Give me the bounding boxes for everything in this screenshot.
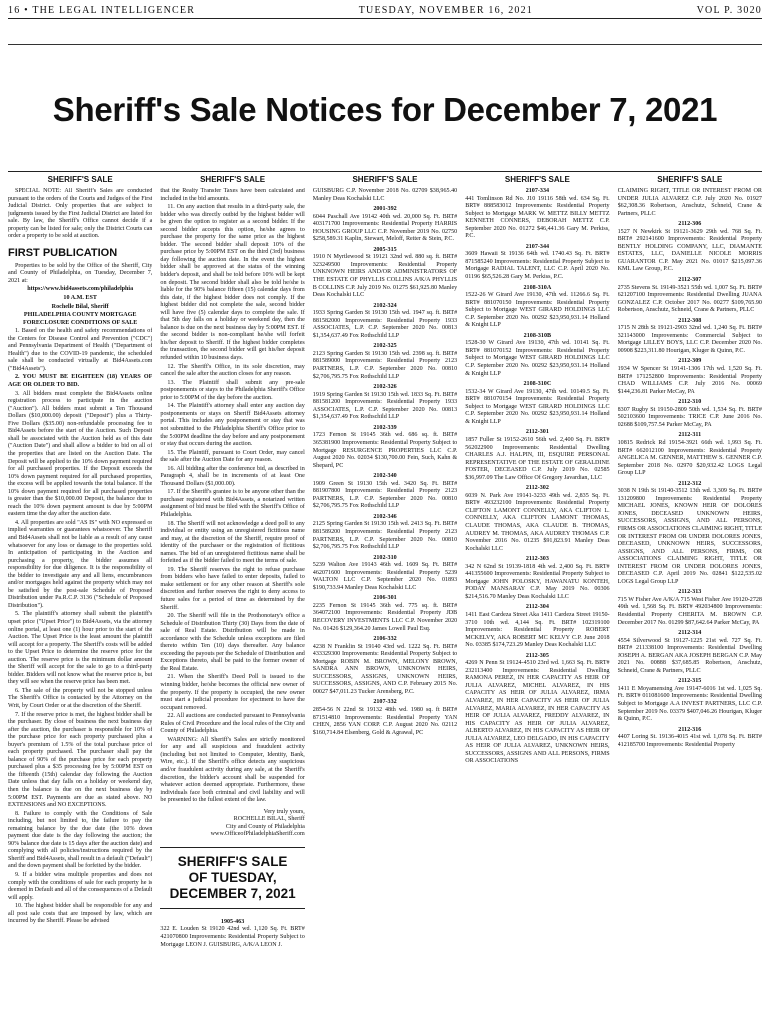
sale-entry-number: 2112-303	[525, 556, 549, 563]
condition-item: 3. All bidders must complete the Bid4Assets online registration process to participate in the auction ("Auction"). All bidders must submit a Ten Thousand Dollars ($10,000.00) deposit ("Deposit") plus a Thirty-Five Dollars ($35.00) non-refundable processing fee to Bid4Assets before the start of the Auction. Such Deposit shall be associated with the Auction held as of this date ("Auction Date") and shall allow a bidder to bid on all of the properties that are listed on the Auction Date. The Deposit will be applied to the 10% down payment required for all purchased properties. If the Deposit exceeds the 10% down payment required for all purchased properties, the excess will be applied towards the total balance. If the 10% down payment required for all purchased properties is greater than the $10,000.00 Deposit, the balance due to reach the 10% down payment amount is due by 5:00PM eastern time the day after the auction date.	[8, 390, 153, 518]
sale-entry-number: 2112-312	[678, 480, 702, 487]
sale-entry-number: 2112-308	[678, 317, 702, 324]
sale-entry-text: 5239 Walton Ave 19143 46th wd. 1609 Sq. Ft. BRT# 462071600 Improvements: Residential Property 5239 WALTON LLC C.P. September 2020 No. 01893 $190,733.94 Manley Deas Kochalski LLC	[312, 562, 458, 591]
column-5	[618, 188, 762, 1020]
column-header: SHERIFF'S SALE	[504, 175, 570, 184]
sale-entry-number: 2108-310A	[523, 284, 552, 291]
title-banner	[8, 44, 762, 175]
condition-item: 18. The Sheriff will not acknowledge a deed poll to any individual or entity using an unregistered fictitious name and may, at the discretion of the Sheriff, require proof of identity of the purchaser or the registration of fictitious names. The bid of an unregistered fictitious name shall be forfeited as if the bidder failed to meet the terms of sale.	[160, 520, 305, 565]
notice-columns	[8, 188, 762, 1020]
sale-entry-number: 2106-301	[373, 595, 397, 602]
sale-entry-number: 2112-316	[678, 726, 702, 733]
special-note: SPECIAL NOTE: All Sheriff's Sales are conducted pursuant to the orders of the Courts and Judges of the First Judicial District. Only properties that are subject to judgments issued by the First Judicial District are listed for sale. By law, the Sheriff's Office cannot decide if a property can be listed for sale; only the District Courts can order a property to be sold at auction.	[8, 188, 153, 240]
sale-entry	[313, 343, 457, 381]
sale-entry-number: 2112-302	[525, 485, 549, 492]
condition-item: 9. If a bidder wins multiple properties and does not comply with the conditions of sale for each property he is deemed in Default and all of the consequences of a Default will apply.	[8, 872, 153, 901]
sale-entry-text: 2735 Stevens St. 19149-3521 55th wd. 1,007 Sq. Ft. BRT# 621207100 Improvements: Residential Dwelling JUANA GONZALEZ C.P. October 2017 No. 00277 $109,765.90 Robertson, Anschutz, Schneid, Crane & Partners, PLLC	[617, 284, 762, 314]
condition-item: 10. The highest bidder shall be responsible for any and all post sale costs that are imposed by law, which are incurred by the Sheriff. Please be advised	[8, 903, 153, 925]
sale-entry	[465, 381, 609, 426]
sale-entry	[618, 277, 762, 315]
sale-entry-text: 1857 Fuller St 19152-2610 56th wd. 2,400 Sq. Ft. BRT# 562022900 Improvements: Residential Dwelling CHARLES A.J. HALPIN, III, ESQUIRE PERSONAL REPRESENTATIVE OF THE ESTATE OF GERALDINE FOSTER, DECEASED C.P. July 2019 No. 02585 $36,997.09 The Law Office Of Gregory Javardian, LLC	[465, 436, 610, 481]
sale-entry-number: 2108-310C	[523, 381, 552, 388]
sale-entry	[618, 727, 762, 750]
page-title: Sheriff's Sale Notices for December 7, 2021	[52, 91, 718, 128]
sale-entry-number: 1905-463	[220, 918, 245, 925]
sale-entry-number: 2112-314	[678, 630, 702, 637]
column-2	[160, 188, 304, 1020]
sale-entry-text: 3609 Hawaii St 19136 64th wd. 1740.43 Sq. Ft. BRT# 871585240 Improvements: Residential Property Subject to Mortgage RADIAL TALENT, LLC C.P. April 2020 No. 01196 $65,526.28 Gary M. Perkiss, P.C.	[465, 251, 610, 281]
condition-item: that the Realty Transfer Taxes have been calculated and included in the bid amounts.	[160, 188, 305, 202]
sale-entry	[313, 425, 457, 470]
sale-entry-number: 2106-332	[373, 636, 397, 643]
sale-entry	[618, 221, 762, 274]
condition-item: 21. When the Sheriff's Deed Poll is issued to the winning bidder, he/she becomes the official new owner of the property. If the property is occupied, the new owner must start a judicial procedure for ejectment to have the occupant removed.	[160, 674, 305, 711]
sale-entry-text: 1715 N 28th St 19121-2903 32nd wd. 1,240 Sq. Ft. BRT# 321143000 Improvements: Commercial Subject to Mortgage LILLEY BOYS, LLC C.P. December 2020 No. 00908 $223,311.80 Hourigan, Kluger & Quinn, P.C.	[617, 325, 762, 354]
sale-entry-text: 2125 Spring Garden St 19130 15th wd. 2413 Sq. Ft. BRT# 881589200 Improvements: Residential Property 2123 PARTNERS, L.P. C.P. September 2020 No. 00810 $2,706,795.75 Fox Rothschild LLP	[312, 521, 458, 551]
column-1	[8, 188, 152, 1020]
sale-entry-text: 4407 Loring St. 19136-4015 41st wd. 1,078 Sq. Ft. BRT# 412185700 Improvements: Residential Property	[617, 734, 762, 748]
condition-item: 20. The Sheriff will file in the Prothonotary's office a Schedule of Distribution Thirty (30) Days from the date of sale of Real Estate. Distribution will be made in accordance with the Schedule unless exceptions are filed thereto within Ten (10) days thereafter. Any balance exceeding the payouts per the Schedule of Distribution and Exceptions thereto, shall be paid to the former owner of the Real Estate.	[160, 613, 305, 672]
sale-entry-number: 2112-306	[678, 221, 702, 228]
sale-entry	[313, 188, 457, 203]
condition-item: 2. YOU MUST BE EIGHTEEN (18) YEARS OF AGE OR OLDER TO BID.	[8, 374, 153, 389]
sale-entry	[465, 285, 609, 330]
signature-city: City and County of Philadelphia	[225, 823, 305, 830]
sale-entry-text: 342 N 62nd St 19139-1818 4th wd. 2,400 Sq. Ft. BRT# 441355600 Improvements: Residential Property Subject to Mortgage JOHN POLOSKY, HAWANATU KONTEH, PODAY MANSARAY C.P. May 2019 No. 00306 $214,516.70 Manley Deas Kochalski LLC	[465, 563, 610, 600]
auction-url: https://www.bid4assets.com/philadelphia	[27, 286, 134, 293]
condition-item: 12. The Sheriff's Office, in its sole discretion, may cancel the sale after the auction closes for any reason.	[160, 363, 305, 378]
condition-item: 22. All auctions are conducted pursuant to Pennsylvania Rules of Civil Procedure and the local rules of the City and County of Philadelphia.	[160, 713, 305, 735]
column-header: SHERIFF'S SALE	[200, 175, 266, 184]
sale-entry-number: 2102-324	[373, 302, 397, 309]
column-headers	[8, 171, 762, 186]
sale-entry-text: 1528-30 W Girard Ave 19130, 47th wd. 10141 Sq. Ft. BRT# 881070152 Improvements: Residential Property Subject to Mortgage WEST GIRARD HOLDINGS LLC C.P. September 2020 No. 00292 $23,950,931.14 Holland & Knight LLP	[465, 340, 610, 377]
sale-entry-number: 2107-334	[525, 188, 550, 194]
sale-entry	[313, 555, 457, 593]
sale-entry-number: 2108-310B	[523, 332, 552, 339]
sale-entry-text: 4554 Silverwood St 19127-1225 21st wd. 727 Sq. Ft. BRT# 211338100 Improvements: Residential Dwelling JOSEPH A. BERGAN AKA JOSEPH BERGAN C.P. May 2021 No. 00888 $37,685.85 Robertson, Anschutz, Schneid, Crane & Partners, PLLC	[617, 637, 762, 674]
sale-entry-text: 2123 Spring Garden St 19130 15th wd. 2398 sq. ft. BRT# 881589000 Improvements: Residential Property 2123 PARTNERS, L.P. C.P. September 2020 No. 00810 $2,706,795.75 Fox Rothschild LLP	[312, 350, 458, 380]
sale-entry	[465, 485, 609, 553]
condition-item: 6. The sale of the property will not be stopped unless The Sheriff's Office is contacted by the Attorney on the Writ, by Court Order or at the discretion of the Sheriff.	[8, 687, 153, 709]
sale-entry	[618, 678, 762, 723]
sale-entry	[313, 303, 457, 341]
sale-entry-text: 6044 Paschall Ave 19142 40th wd. 20,000 Sq. Ft. BRT# 403171700 Improvements: Residential Property HARRIS HOUSING GROUP LLC C.P. November 2019 No. 02750 $258,589.31 Kaplin, Stewart, Meloff, Reiter & Stein, P.C.	[312, 213, 458, 243]
column-4	[465, 188, 609, 1020]
condition-item: 17. If the Sheriff's grantee is to be anyone other than the purchaser registered with Bid4Assets, a notarized written assignment of bid must be filed with the Sheriff's Office of Philadelphia.	[160, 489, 305, 518]
sale-entry	[618, 589, 762, 627]
sale-entry	[313, 514, 457, 552]
sale-entry-number: 2112-305	[525, 652, 549, 659]
sale-entry	[618, 630, 762, 675]
sale-entry	[313, 384, 457, 422]
sale-entry-text: 441 Tomlinson Rd No. J10 19116 58th wd. 634 Sq. Ft. BRT# 888583012 Improvements: Residential Property Subject to Mortgage MARK W. METTZ BILLY METTZ KENNETH CONNERS, DEBORAH METTZ C.P. September 2020 No. 01272 $46,441.36 Gary M. Perkiss, P.C.	[465, 195, 610, 240]
first-publication-heading: FIRST PUBLICATION	[8, 246, 118, 259]
signature-sheriff: ROCHELLE BILAL, Sheriff	[233, 816, 305, 823]
condition-item: 8. Failure to comply with the Conditions of Sale including, but not limited to, the failure to pay the remaining balance by the due date (the 10% down payment due date is the day following the auction; the 90% balance due date is 15 days after the auction date) and complying with all policies/instructions required by the Sheriff and Bid4Assets, shall result in a default ("Default") and the down payment shall be forfeited by the bidder.	[8, 810, 153, 870]
sale-entry	[618, 432, 762, 477]
sale-entry	[313, 473, 457, 511]
sale-entry	[313, 206, 457, 244]
sale-entry-text: 2854-56 N 22nd St 19132 48th wd. 1980 sq. ft BRT# 871514810 Improvements: Residential Property YAN CHEN, 2856 YAN CORP. C.P. August 2020 No. 02112 $160,714.84 Elsenberg, Gold & Agrawal, PC	[312, 707, 458, 736]
condition-item: 11. On any auction that results in a third-party sale, the bidder who was directly outbid by the highest bidder will be given the option to register as a second bidder. If the second bidder accepts this option, he/she agrees to purchase the property for the same price as the highest bidder. The second bidder shall deposit 10% of the purchase price by 5:00PM EST on the third (3rd) business day following the auction date. In the event the highest bidder shall be approved at the status of the winning bidder's deposit, and shall be told before 10% will be kept on deposit. The second bidder shall also be told he/she is liable for the 90% balance fifteen (15) calendar days from this date, if the highest bidder does not comply. If the highest bidder did not complete the sale, second bidder will have five (5) calendar days to complete the sale. If that 5th day falls on a holiday or weekend day, then the balance is due on the next business day by 5:00PM EST. If the second bidder is non-compliant he/she will forfeit his/her deposit to Sheriff. If the highest bidder completes the transaction, the second bidder will get his/her deposit refunded within 10 business days.	[160, 204, 305, 362]
condition-item: 7. If the reserve price is met, the highest bidder shall be the purchaser. By close of business the next business day after the auction, the purchaser is responsible for 10% of the purchase price for each property purchased plus a buyer's premium of 1.5% of the total purchase price of each property purchased. The purchaser shall pay the balance of 90% of the purchase price for each property purchased plus a $35 processing fee by 5:00PM EST on the fifteenth (15th) calendar day following the Auction Date unless that day falls on a holiday or weekend day, then the balance is due on the next business day by 5:00PM EST. Payments are due as stated above. NO EXTENSIONS and NO EXCEPTIONS.	[8, 711, 153, 809]
signature-url: www.OfficeofPhiladelphiaSheriff.com	[210, 831, 305, 838]
sale-date-line: SHERIFF'S SALE	[177, 853, 288, 869]
sale-entry-text: 1933 Spring Garden St 19130 15th wd. 1947 sq. ft. BRT# 881582000 Improvements: Residential Property 1933 ASSOCIATES, L.P. C.P. September 2020 No. 00813 $1,354,637.49 Fox Rothschild LLP	[312, 310, 458, 339]
sale-entry-text: 1527 N Newkirk St 19121-3629 29th wd. 768 Sq. Ft. BRT# 292141600 Improvements: Residential Property BENTLY HOLDING COMPANY, LLC, DIAMANTE ESTATES, LLC, DANIELLE NICOLE MORRIS GUARANTOR C.P. May 2021 No. 01017 $215,097.36 KML Law Group, P.C.	[617, 228, 762, 273]
sale-entry-number: 2107-332	[373, 699, 397, 706]
sale-entry-text: 1411 East Cardeza Street Aka 1411 Cardeza Street 19150-3710 10th wd. 4,144 Sq. Ft. BRT# 102319100 Improvements: Residential Property ROBERT MCKELVY, AKA ROBERT MC KELVY C.P. June 2018 No. 03385 $174,723.29 Manley Deas Kochalski LLC	[465, 611, 610, 649]
signature-closing: Very truly yours,	[263, 808, 305, 815]
sale-entry	[313, 636, 457, 696]
sale-entry-text: 8307 Rugby St 19150-2809 50th wd. 1,534 Sq. Ft. BRT# 502103600 Improvements: TRICE C.P. June 2016 No. 02688 $109,757.54 Parker McCay, PA	[617, 406, 762, 428]
sale-entry	[465, 333, 609, 378]
sale-entry	[465, 188, 609, 241]
sale-entry	[618, 399, 762, 429]
condition-item: 15. The Plaintiff, pursuant to Court Order, may cancel the sale after the Auction Date for any reason.	[160, 449, 305, 464]
sale-date-line: OF TUESDAY,	[188, 869, 277, 885]
conditions-heading: PHILADELPHIA COUNTY MORTGAGE FORECLOSURE CONDITIONS OF SALE	[22, 312, 138, 326]
sale-location-text: Properties to be sold by the Office of the Sheriff, City and County of Philadelphia, on Tuesday, December 7, 2021 at:	[8, 262, 153, 284]
sale-entry	[618, 358, 762, 396]
sale-entry-text: 6039 N. Park Ave 19141-3233 49th wd. 2,835 Sq. Ft. BRT# 493232100 Improvements: Residential Property CLIFTON LAMONT CONNELLY, AKA CLIFTON L. CONNELLY, AKA CLIFTON LAMONT THOMAS, CLAUDE THOMAS, AKA CLAUDE B. THOMAS, AUDREY M. THOMAS, AKA AUDREY THOMAS C.P. November 2016 No. 01235 $91,823.91 Manley Deas Kochalski LLC	[465, 492, 610, 552]
sale-entry	[618, 481, 762, 587]
sale-entry-text: 1723 Fernon St 19145 36th wd. 686 sq. ft. BRT# 365381900 Improvements: Residential Property Subject to Mortgage RESURGENCE PROPERTIES LLC C.P. August 2020 No. 02034 $130,700.00 Fein, Such, Kahn & Shepard, PC	[312, 432, 458, 469]
sale-entry-text: 10815 Redrick Rd 19154-3921 66th wd. 1,993 Sq. Ft. BRT# 662012100 Improvements: Residential Property ANGELICA M. GENNER, MATTHEW S. GENNER C.P. September 2018 No. 02970 $20,932.42 LOGS Legal Group LLP	[617, 439, 762, 477]
column-header: SHERIFF'S SALE	[657, 175, 723, 184]
masthead-date: TUESDAY, NOVEMBER 16, 2021	[358, 4, 533, 16]
sale-entry	[313, 699, 457, 737]
sale-entry-text: 1910 N Myrtlewood St 19121 32nd wd. 880 sq. ft. BRT# 323249500 Improvements: Residential Property UNKNOWN HEIRS AND/OR ADMINISTRATORS OF THE ESTATE OF PHYLLIS COLLINS A/K/A PHYLLIS B COLLINS C.P. July 2019 No. 01275 $61,925.80 Manley Deas Kochalski LLC	[312, 254, 458, 299]
sale-entry-text: 4269 N Penn St 19124-4510 23rd wd. 1,663 Sq. Ft. BRT# 232113400 Improvements: Residential Dwelling RAMONA PEREZ, IN HER CAPACITY AS HEIR OF JULIA ALVAREZ, MICHEL ALVAREZ, IN HIS CAPACITY AS HEIR OF JULIA ALVAREZ, IRMA ALVAREZ, IN HER CAPACITY AS HEIR OF JULIA ALVAREZ, MARIA ALVAREZ, IN HER CAPACITY AS HEIR OF JULIA ALVAREZ, FREDDY ALVAREZ, IN HIS CAPACITY AS HEIR OF JULIA ALVAREZ, ALBERTO ALVAREZ, IN HIS CAPACITY AS HEIR OF JULIA ALVAREZ, LEO DELGADO, IN HIS CAPACITY AS HEIR OF JULIA ALVAREZ, UNKNOWN HEIRS, SUCCESSORS, ASSIGNS AND ALL PERSONS, FIRMS OR ASSOCIATIONS	[465, 660, 610, 765]
sale-entry	[313, 595, 457, 633]
sale-entry-text: 2235 Fernon St 19145 36th wd. 775 sq. ft. BRT# 364072100 Improvements: Residential Property JDB RECOVERY INVESTMENTS LLC C.P. November 2020 No. 01426 $129,364.20 James Lowell Paul Esq.	[312, 602, 458, 632]
sale-entry	[618, 188, 762, 218]
sale-entry-text: 1909 Green St 19130 15th wd. 3420 Sq. Ft. BRT# 881907800 Improvements: Residential Property 2123 PARTNERS, L.P. C.P. September 2020 No. 00810 $2,706,795.75 Fox Rothschild LLP	[312, 480, 458, 510]
sale-entry-number: 2107-344	[525, 243, 550, 250]
page-masthead	[8, 2, 762, 19]
sale-entry-text: 1934 W Spencer St 19141-1306 17th wd. 1,520 Sq. Ft. BRT# 171252800 Improvements: Residential Property CHAD WILLIAMS C.P. July 2016 No. 00069 $144,236.81 Parker McCay, PA	[617, 366, 762, 395]
sale-entry-number: 2102-346	[373, 513, 397, 520]
sale-entry	[618, 318, 762, 356]
sale-entry-number: 2112-309	[678, 358, 702, 365]
sale-entry-text: 715 W Fisher Ave A/K/A 715 West Fisher Ave 19120-2728 49th wd. 1,568 Sq. Ft. BRT# 492034800 Improvements: Residential Property CHERITA M. BROWN C.P. December 2017 No. 01299 $87,642.64 Parker McCay, PA	[617, 596, 762, 626]
masthead-left: 16 • THE LEGAL INTELLIGENCER	[8, 4, 196, 16]
sale-entry-text: 1411 E Moyamensing Ave 19147-6016 1st wd. 1,025 Sq. Ft. BRT# 011081600 Improvements: Residential Dwelling Subject to Mortgage A.A INVEST PARTNERS, LLC C.P. September 2019 No. 03379 $407,046.26 Hourigan, Kluger & Quinn, P.C.	[617, 685, 762, 723]
condition-item: 5. The plaintiff's attorney shall submit the plaintiff's upset price ("Upset Price") to Bid4Assets, via the attorney online portal, at least one (1) hour prior to the start of the Auction. The Upset Price is the least amount the plaintiff will accept for a property. The Sheriff's costs will be added to the Upset Price to determine the reserve price for the auction. The reserve price is the minimum dollar amount the Sheriff will accept for the sale to go to a third-party bidder. Bidders will not know what the reserve price is, but they will see when the reserve price has been met.	[8, 611, 153, 686]
sale-entry-text: 1522-26 W Girard Ave 19130, 47th wd. 11266.6 Sq. Ft. BRT# 881070150 Improvements: Residential Property Subject to Mortgage WEST GIRARD HOLDINGS LLC C.P. September 2020 No. 00292 $23,950,931.14 Holland & Knight LLP	[465, 292, 610, 329]
sale-entry-number: 2102-340	[373, 473, 397, 480]
sale-entry-text: 322 E. Louden St 19120 42nd wd. 1,120 Sq. Ft. BRT# 421070800 Improvements: Residential Property Subject to Mortgage LEON J. GUISBURG, A/K/A LEON J.	[160, 926, 305, 948]
sale-entry-number: 2112-304	[525, 604, 549, 611]
condition-item: 16. All bidding after the conference bid, as described in Paragraph 4, shall be in increments of at least One Thousand Dollars ($1,000.00).	[160, 465, 305, 487]
condition-item: 19. The Sheriff reserves the right to refuse purchase from bidders who have failed to enter deposits, failed to make settlement or for any other reason at Sheriff's sole discretion and further reserves the right to deny access to future sales for a period of time as determined by the Sheriff.	[160, 566, 305, 611]
sale-entry	[465, 556, 609, 601]
conditions-list	[8, 328, 152, 926]
sale-entry	[465, 244, 609, 282]
sheriff-name: Rochelle Bilal, Sheriff	[51, 303, 109, 310]
sale-entry-text: GUISBURG C.P. November 2018 No. 02709 $38,965.40 Manley Deas Kochalski LLC	[312, 188, 458, 202]
sale-entry	[160, 919, 304, 949]
sale-entry-text: 1919 Spring Garden St 19130 15th wd. 1833 Sq. Ft. BRT# 881581200 Improvements: Residential Property 1933 ASSOCIATES, L.P. C.P. September 2020 No. 00813 $1,354,637.49 Fox Rothschild LLP	[312, 391, 458, 421]
sale-entry-number: 2102-310	[373, 554, 397, 561]
sale-entry-number: 2005-315	[373, 246, 397, 253]
condition-item: 1. Based on the health and safety recommendations of the Centers for Disease Control and Prevention ("CDC") and Pennsylvania Department of Health ("Department of Health") due to the COVID-19 pandemic, the scheduled sale shall be conducted virtually at Bid4Assets.com ("Bid4Assets").	[8, 328, 153, 372]
sale-entry-number: 2112-311	[678, 432, 702, 439]
condition-item: 14. The Plaintiff's attorney shall enter any auction day postponements or stays on Sheriff Bid4Assets attorney portal. This includes any postponement or stay that was not submitted to the Philadelphia Sheriff's Office prior to the 5:00PM deadline the day before and any postponement or stay that occurs during the auction.	[160, 403, 305, 448]
sale-entry	[313, 247, 457, 300]
sale-entry-number: 2102-339	[373, 424, 397, 431]
sale-entry-number: 2102-326	[373, 384, 397, 391]
sale-entry	[465, 653, 609, 766]
column-header: SHERIFF'S SALE	[47, 175, 113, 184]
sale-entry-text: CLAIMING RIGHT, TITLE OR INTEREST FROM OR UNDER JULIA ALVAREZ C.P. July 2020 No. 01927 $62,308.36 Robertson, Anschutz, Schneid, Crane & Partners, PLLC	[617, 188, 762, 217]
sale-entry-number: 2112-301	[525, 429, 549, 436]
sale-entry-number: 2112-315	[678, 678, 702, 685]
condition-item: 4. All properties are sold "AS IS" with NO expressed or implied warranties or guarantees whatsoever. The Sheriff and Bid4Assets shall not be liable as a result of any cause whatsoever for any loss or damage to the properties sold. In anticipation of participating in the Auction and purchasing a property, the bidder assumes all responsibility for due diligence. It is the responsibility of the bidder to investigate any and all liens, encumbrances and/or mortgages held against the property which may not be satisfied by the post-sale Schedule of Proposed Distribution under Pa.R.C.P. 3136 ("Schedule of Proposed Distribution").	[8, 519, 153, 609]
auction-time: 10 A.M. EST	[63, 295, 97, 302]
warning-text: WARNING: All Sheriff's Sales are strictly monitored for any and all suspicious and fraudulent activity (including but not limited to Computer, Identity, Bank, Wire, etc.). If the Sheriff's office detects any suspicious and/or fraudulent activity during any sale, at the Sheriff's discretion, the bidder's account shall be suspended for whatever action deemed appropriate. Furthermore, these individuals face both criminal and civil liability and will be presented to the fullest extent of the law.	[160, 736, 305, 804]
sale-entry	[465, 429, 609, 482]
sale-date-line: DECEMBER 7, 2021	[169, 885, 296, 901]
sale-entry-number: 2102-325	[373, 343, 397, 350]
column-header: SHERIFF'S SALE	[352, 175, 418, 184]
masthead-volume: VOL P. 3020	[696, 4, 762, 16]
sale-entry	[465, 604, 609, 649]
sale-entry-text: 1532-34 W Girard Ave 19130, 47th wd. 10149.5 Sq. Ft. BRT# 881070154 Improvements: Residential Property Subject to Mortgage WEST GIRARD HOLDINGS LLC C.P. September 2020 No. 00292 $23,950,931.14 Holland & Knight LLP	[465, 388, 610, 425]
column-3	[313, 188, 457, 1020]
sale-entry-number: 2112-310	[678, 399, 702, 406]
sale-entry-number: 2001-392	[373, 206, 397, 213]
sale-entry-text: 3038 N 19th St 19140-3512 13th wd. 3,309 Sq. Ft. BRT# 131209800 Improvements: Residential Property MICHAEL JONES, KNOWN HEIR OF DOLORES JONES, DECEASED UNKNOWN HEIRS, SUCCESSORS, ASSIGNS, AND ALL PERSONS, FIRMS OR ASSOCIATIONS CLAIMING RIGHT, TITLE OR INTEREST FROM OR UNDER DOLORES JONES, DECEASED, UNKNOWN HEIRS, SUCCESSORS, ASSIGNS, AND ALL PERSONS, FIRMS, OR ASSOCIATIONS CLAIMING RIGHT, TITLE OR INTEREST FROM OR UNDER DOLORES JONES, DECEASED C.P. April 2019 No. 02841 $122,535.02 LOGS Legal Group LLP	[617, 488, 762, 585]
sale-entry-number: 2112-313	[678, 589, 702, 596]
sale-date-box	[160, 847, 304, 909]
condition-item: 13. The Plaintiff shall submit any pre-sale postponements or stays to the Philadelphia Sheriff's Office prior to 5:00PM of the day before the auction.	[160, 379, 305, 401]
sale-entry-text: 4238 N Franklin St 19140 43rd wd. 1222 Sq. Ft. BRT# 433329300 Improvements: Residential Property Subject to Mortgage ROBIN M. BROWN, MELONY BROWN, SANDRA ANN BROWN, UNKNOWN HEIRS, SUCCESSORS, ASSIGNS, UNKNOWN HEIRS, SUCCESSORS, ASSIGNS, AND C.P. February 2015 No. 00027 $47,011.23 Tucker Arensberg, P.C.	[312, 643, 458, 695]
signature-block	[160, 809, 304, 839]
sale-entry-number: 2112-307	[678, 277, 702, 284]
